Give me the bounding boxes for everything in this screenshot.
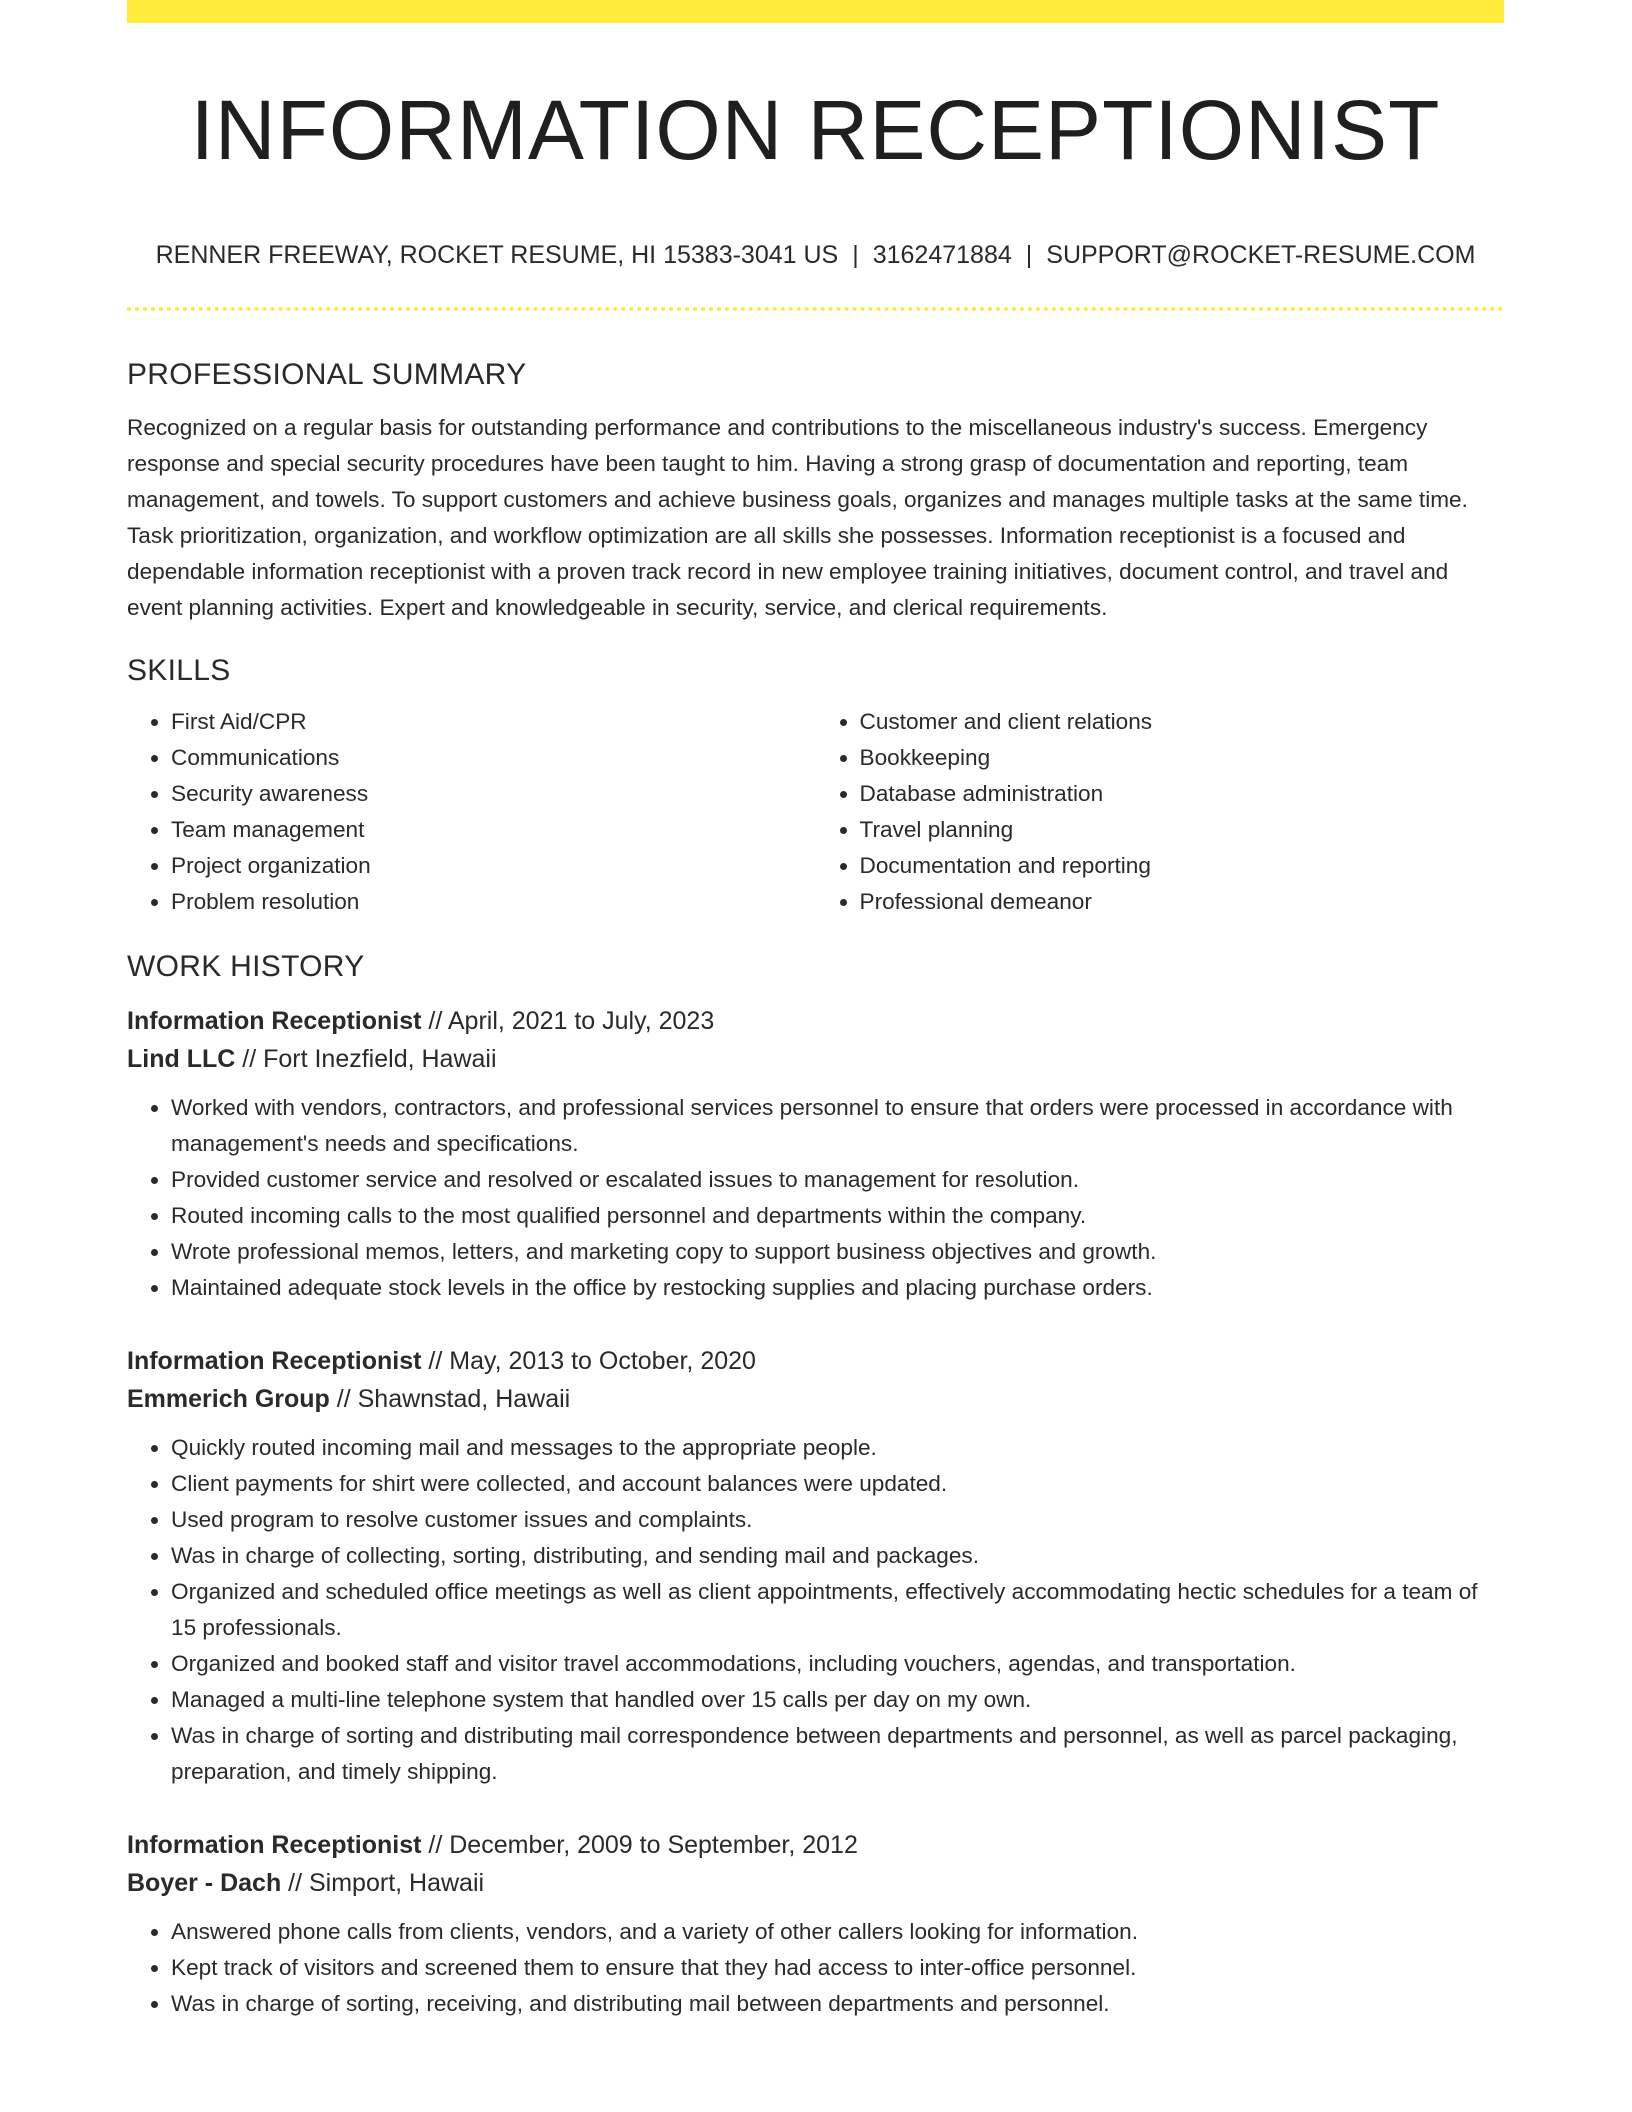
job-bullets xyxy=(127,1430,1504,1790)
job-bullet: • Was in charge of sorting and distributing mail correspondence between departments and personnel, as well as parcel packaging, preparation, and timely shipping. xyxy=(171,1718,1504,1790)
skill-item: • Database administration xyxy=(860,776,1505,812)
job-entry xyxy=(127,1002,1504,1306)
skills-heading: SKILLS xyxy=(127,654,231,687)
job-location: // Fort Inezfield, Hawaii xyxy=(235,1045,497,1073)
skills-columns xyxy=(127,704,1504,920)
contact-email: SUPPORT@ROCKET-RESUME.COM xyxy=(1046,241,1476,269)
job-company-line xyxy=(127,1380,1504,1418)
skill-item: • Team management xyxy=(171,812,816,848)
job-location: // Shawnstad, Hawaii xyxy=(329,1385,571,1413)
skill-item: • Professional demeanor xyxy=(860,884,1505,920)
job-title-line xyxy=(127,1002,1504,1040)
job-company: Boyer - Dach xyxy=(127,1869,282,1897)
job-bullet: • Managed a multi-line telephone system that handled over 15 calls per day on my own. xyxy=(171,1682,1504,1718)
summary-heading: PROFESSIONAL SUMMARY xyxy=(127,358,527,391)
contact-line xyxy=(127,238,1504,272)
skill-item: • First Aid/CPR xyxy=(171,704,816,740)
job-entry xyxy=(127,1342,1504,1790)
job-bullet: • Organized and scheduled office meetings as well as client appointments, effectively accommodating hectic schedules for a team of 15 professionals. xyxy=(171,1574,1504,1646)
skill-item: • Communications xyxy=(171,740,816,776)
skill-item: • Customer and client relations xyxy=(860,704,1505,740)
resume-body xyxy=(127,352,1504,2022)
skills-right-list xyxy=(816,704,1505,920)
job-bullet: • Quickly routed incoming mail and messages to the appropriate people. xyxy=(171,1430,1504,1466)
job-dates: // December, 2009 to September, 2012 xyxy=(421,1831,858,1859)
skill-item: • Travel planning xyxy=(860,812,1505,848)
job-bullet: • Was in charge of sorting, receiving, and distributing mail between departments and personnel. xyxy=(171,1986,1504,2022)
job-title-line xyxy=(127,1342,1504,1380)
contact-separator: | xyxy=(1025,241,1033,269)
skill-item: • Security awareness xyxy=(171,776,816,812)
job-bullets xyxy=(127,1090,1504,1306)
job-dates: // May, 2013 to October, 2020 xyxy=(421,1347,756,1375)
job-bullet: • Maintained adequate stock levels in the office by restocking supplies and placing purchase orders. xyxy=(171,1270,1504,1306)
job-bullets xyxy=(127,1914,1504,2022)
job-bullet: • Wrote professional memos, letters, and marketing copy to support business objectives and growth. xyxy=(171,1234,1504,1270)
accent-top-bar xyxy=(127,0,1504,23)
job-role: Information Receptionist xyxy=(127,1007,422,1035)
job-bullet: • Client payments for shirt were collected, and account balances were updated. xyxy=(171,1466,1504,1502)
job-dates: // April, 2021 to July, 2023 xyxy=(421,1007,715,1035)
job-bullet: • Organized and booked staff and visitor travel accommodations, including vouchers, agendas, and transportation. xyxy=(171,1646,1504,1682)
job-bullet: • Was in charge of collecting, sorting, distributing, and sending mail and packages. xyxy=(171,1538,1504,1574)
job-company: Emmerich Group xyxy=(127,1385,330,1413)
job-bullet: • Provided customer service and resolved or escalated issues to management for resolution. xyxy=(171,1162,1504,1198)
job-bullet: • Worked with vendors, contractors, and professional services personnel to ensure that orders were processed in accordance with management's needs and specifications. xyxy=(171,1090,1504,1162)
job-bullet: • Routed incoming calls to the most qualified personnel and departments within the company. xyxy=(171,1198,1504,1234)
contact-separator: | xyxy=(852,241,859,269)
skills-left-list xyxy=(127,704,816,920)
contact-address: RENNER FREEWAY, ROCKET RESUME, HI 15383-3041 US xyxy=(155,241,839,269)
skill-item: • Documentation and reporting xyxy=(860,848,1505,884)
job-bullet: • Answered phone calls from clients, vendors, and a variety of other callers looking for information. xyxy=(171,1914,1504,1950)
job-title-line xyxy=(127,1826,1504,1864)
skill-item: • Problem resolution xyxy=(171,884,816,920)
job-entry xyxy=(127,1826,1504,2022)
job-role: Information Receptionist xyxy=(127,1831,422,1859)
candidate-name: INFORMATION RECEPTIONIST xyxy=(190,83,1441,177)
work-history-heading: WORK HISTORY xyxy=(127,950,365,983)
job-bullet: • Used program to resolve customer issues and complaints. xyxy=(171,1502,1504,1538)
job-company-line xyxy=(127,1040,1504,1078)
job-company-line xyxy=(127,1864,1504,1902)
summary-text: Recognized on a regular basis for outstanding performance and contributions to the miscellaneous industry's success. Emergency response and special security procedures have been taught to him. Having a strong grasp of documentation and reporting, team management, and towels. To support customers and achieve business goals, organizes and manages multiple tasks at the same time. Task prioritization, organization, and workflow optimization are all skills she possesses. Information receptionist is a focused and dependable information receptionist with a proven track record in new employee training initiatives, document control, and travel and event planning activities. Expert and knowledgeable in security, service, and clerical requirements. xyxy=(127,415,1468,620)
dotted-divider xyxy=(127,307,1504,311)
contact-phone: 3162471884 xyxy=(872,241,1012,269)
job-role: Information Receptionist xyxy=(127,1347,422,1375)
job-location: // Simport, Hawaii xyxy=(281,1869,485,1897)
skill-item: • Bookkeeping xyxy=(860,740,1505,776)
job-company: Lind LLC xyxy=(127,1045,236,1073)
job-bullet: • Kept track of visitors and screened them to ensure that they had access to inter-office personnel. xyxy=(171,1950,1504,1986)
skill-item: • Project organization xyxy=(171,848,816,884)
